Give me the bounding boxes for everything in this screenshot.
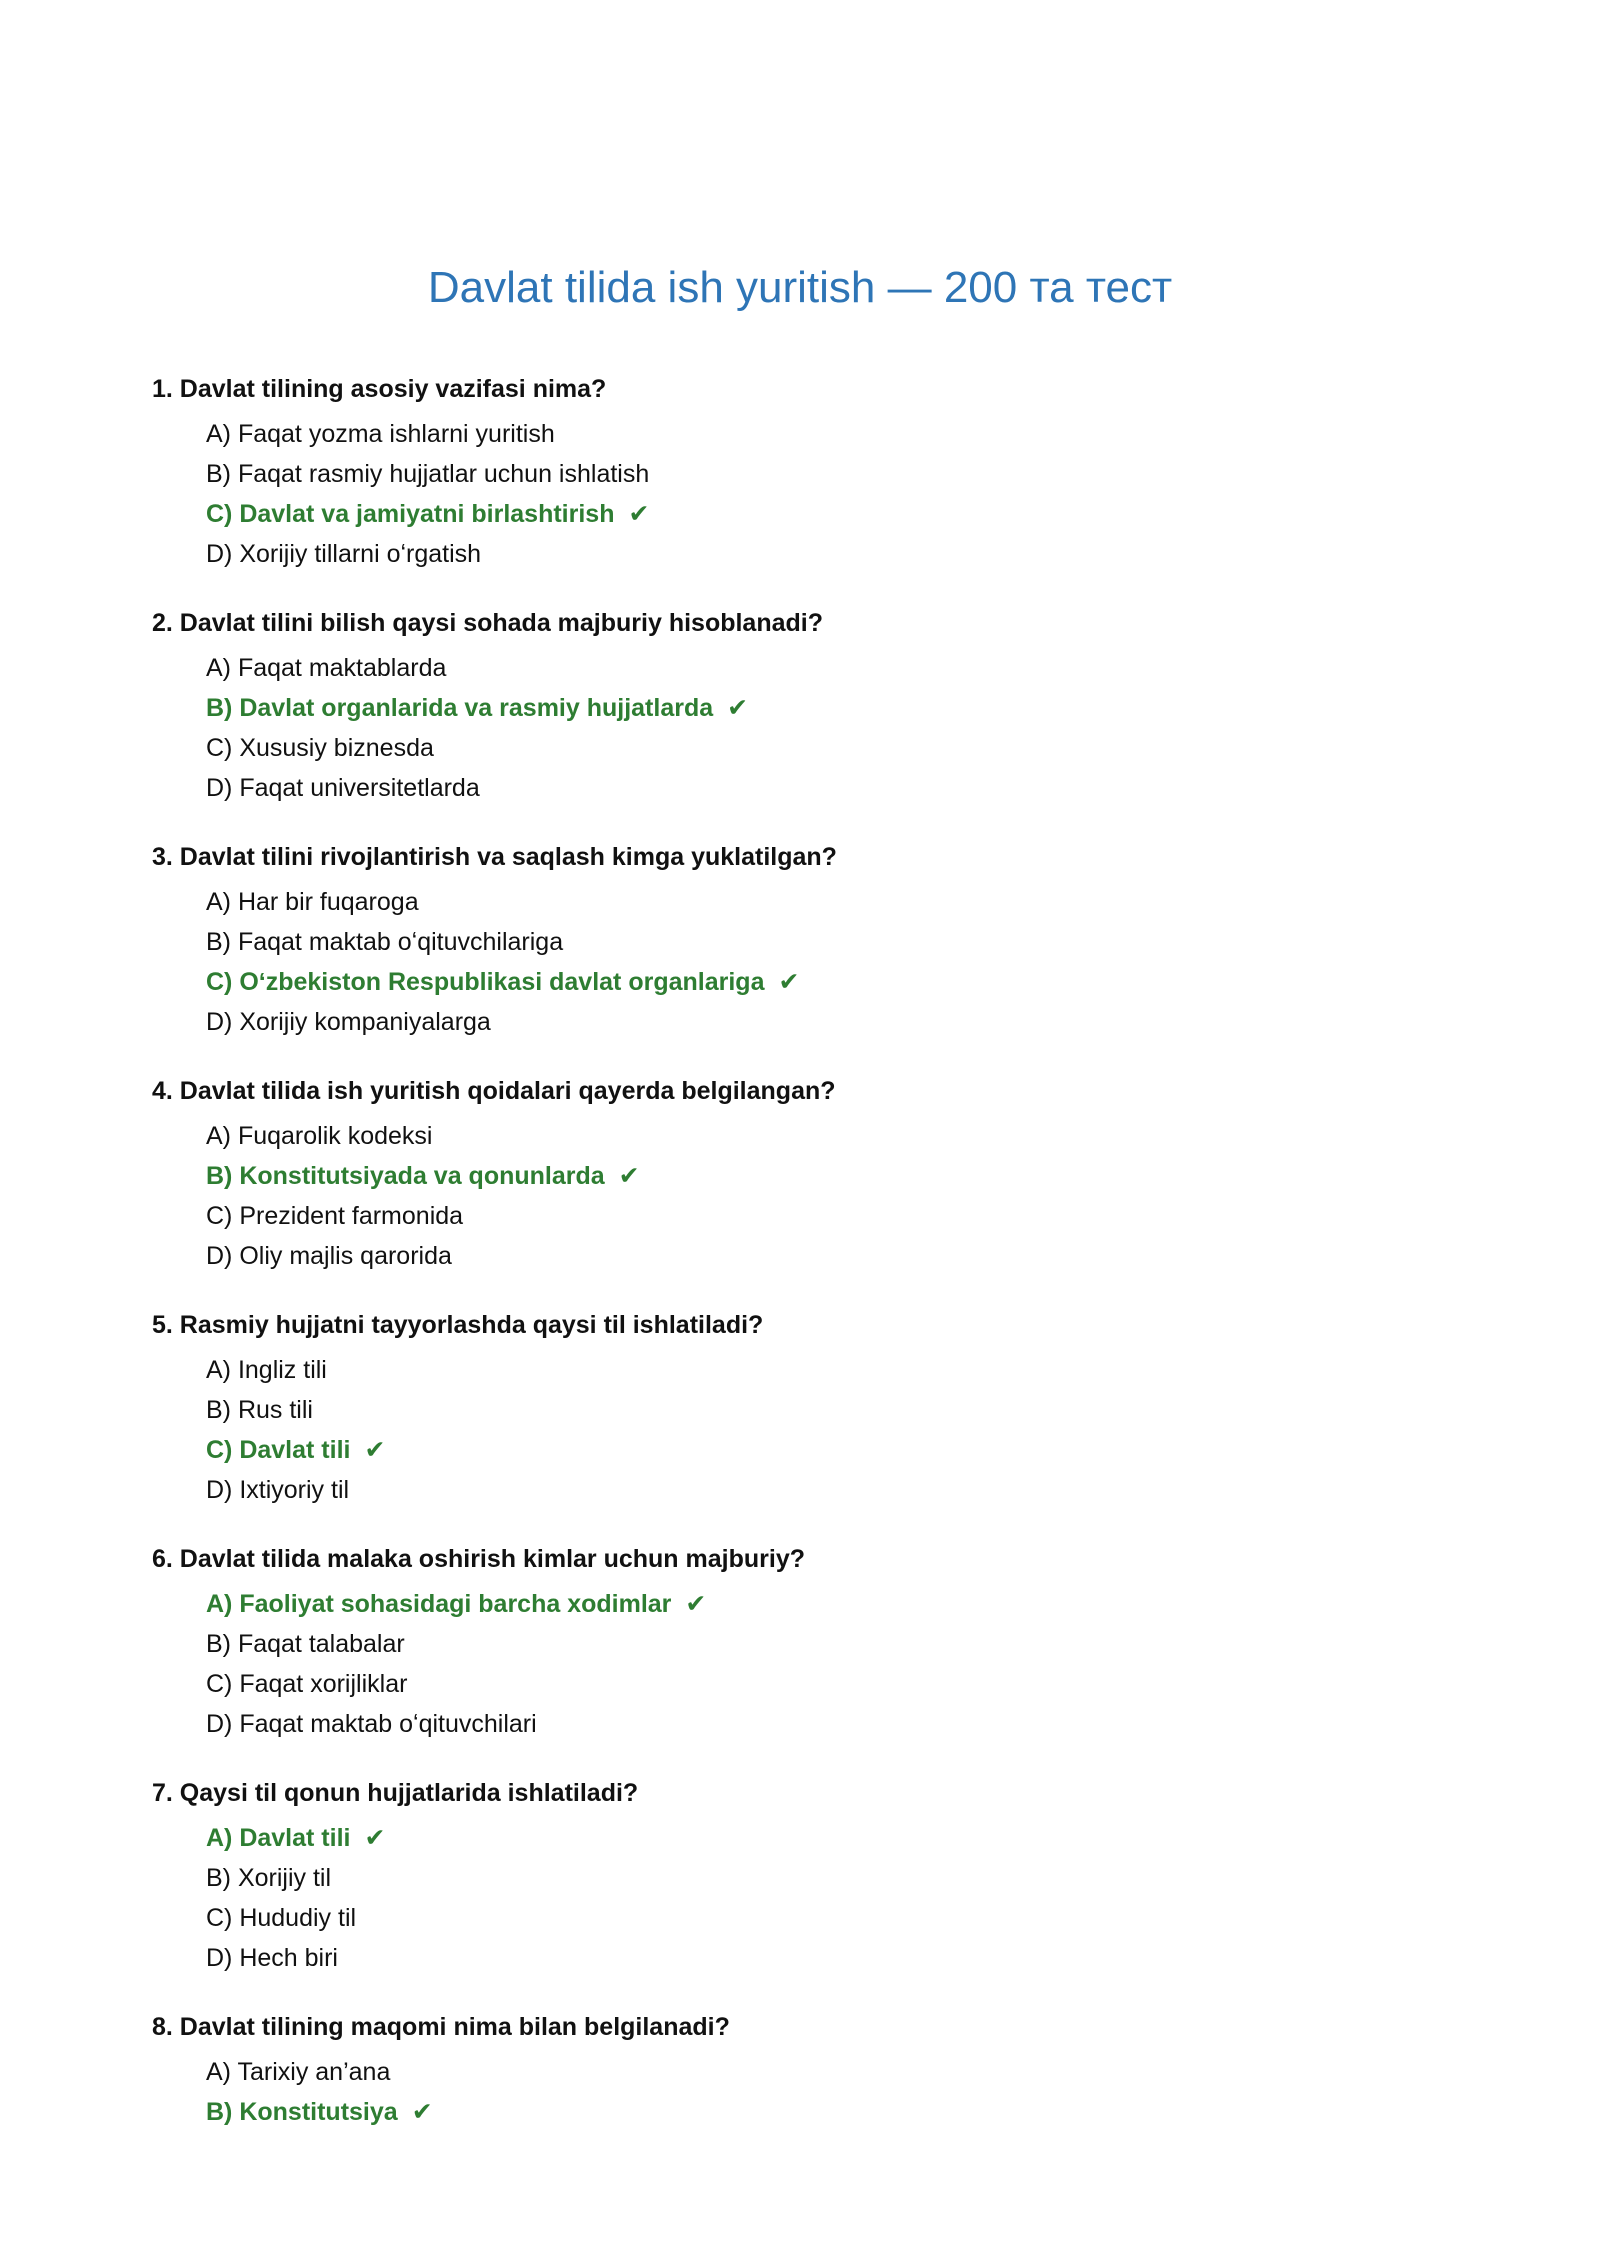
answer-option bbox=[206, 1350, 1452, 1390]
answer-option bbox=[206, 1196, 1452, 1236]
question-block bbox=[152, 370, 1452, 574]
check-icon: ✔ bbox=[364, 1435, 386, 1464]
question-block bbox=[152, 2008, 1452, 2132]
question-text: 6. Davlat tilida malaka oshirish kimlar uchun majburiy? bbox=[152, 1545, 805, 1573]
check-icon: ✔ bbox=[364, 1823, 386, 1852]
option-text: C) Davlat tili bbox=[206, 1436, 351, 1464]
check-icon: ✔ bbox=[778, 967, 800, 996]
answer-option bbox=[206, 882, 1452, 922]
answer-option bbox=[206, 534, 1452, 574]
option-text: A) Fuqarolik kodeksi bbox=[206, 1122, 433, 1150]
option-text: A) Faqat yozma ishlarni yuritish bbox=[206, 420, 555, 448]
question-block bbox=[152, 1540, 1452, 1744]
option-text: A) Davlat tili bbox=[206, 1824, 351, 1852]
correct-answer-option bbox=[206, 494, 1452, 534]
option-text: B) Faqat talabalar bbox=[206, 1630, 405, 1658]
answer-option bbox=[206, 1390, 1452, 1430]
option-text: B) Faqat rasmiy hujjatlar uchun ishlatish bbox=[206, 460, 650, 488]
option-list bbox=[152, 882, 1452, 1042]
answer-option bbox=[206, 1898, 1452, 1938]
option-text: C) Davlat va jamiyatni birlashtirish bbox=[206, 500, 615, 528]
option-text: C) Prezident farmonida bbox=[206, 1202, 464, 1230]
option-text: B) Rus tili bbox=[206, 1396, 313, 1424]
option-list bbox=[152, 414, 1452, 574]
correct-answer-option bbox=[206, 1156, 1452, 1196]
answer-option bbox=[206, 1664, 1452, 1704]
check-icon: ✔ bbox=[618, 1161, 640, 1190]
option-text: D) Xorijiy kompaniyalarga bbox=[206, 1008, 491, 1036]
answer-option bbox=[206, 1470, 1452, 1510]
answer-option bbox=[206, 1116, 1452, 1156]
answer-option bbox=[206, 1938, 1452, 1978]
question-text: 3. Davlat tilini rivojlantirish va saqlash kimga yuklatilgan? bbox=[152, 843, 837, 871]
correct-answer-option bbox=[206, 1818, 1452, 1858]
option-list bbox=[152, 1584, 1452, 1744]
option-text: D) Faqat maktab oʻqituvchilari bbox=[206, 1710, 537, 1738]
question-text: 7. Qaysi til qonun hujjatlarida ishlatiladi? bbox=[152, 1779, 639, 1807]
answer-option bbox=[206, 1236, 1452, 1276]
option-text: A) Har bir fuqaroga bbox=[206, 888, 419, 916]
correct-answer-option bbox=[206, 1584, 1452, 1624]
option-text: C) Hududiy til bbox=[206, 1904, 357, 1932]
question-text: 5. Rasmiy hujjatni tayyorlashda qaysi til ishlatiladi? bbox=[152, 1311, 764, 1339]
option-text: B) Faqat maktab oʻqituvchilariga bbox=[206, 928, 564, 956]
option-list bbox=[152, 648, 1452, 808]
option-text: C) Faqat xorijliklar bbox=[206, 1670, 408, 1698]
option-text: A) Faoliyat sohasidagi barcha xodimlar bbox=[206, 1590, 672, 1618]
option-text: D) Hech biri bbox=[206, 1944, 338, 1972]
answer-option bbox=[206, 768, 1452, 808]
option-text: B) Konstitutsiyada va qonunlarda bbox=[206, 1162, 605, 1190]
question-block bbox=[152, 838, 1452, 1042]
question-list bbox=[152, 370, 1452, 2162]
option-text: B) Davlat organlarida va rasmiy hujjatlarda bbox=[206, 694, 714, 722]
question-block bbox=[152, 1072, 1452, 1276]
option-text: B) Xorijiy til bbox=[206, 1864, 332, 1892]
option-text: C) Oʻzbekiston Respublikasi davlat organlariga bbox=[206, 968, 765, 996]
check-icon: ✔ bbox=[685, 1589, 707, 1618]
answer-option bbox=[206, 1002, 1452, 1042]
option-text: A) Ingliz tili bbox=[206, 1356, 327, 1384]
answer-option bbox=[206, 1704, 1452, 1744]
correct-answer-option bbox=[206, 2092, 1452, 2132]
check-icon: ✔ bbox=[411, 2097, 433, 2126]
option-text: D) Faqat universitetlarda bbox=[206, 774, 480, 802]
option-text: A) Faqat maktablarda bbox=[206, 654, 447, 682]
check-icon: ✔ bbox=[727, 693, 749, 722]
check-icon: ✔ bbox=[628, 499, 650, 528]
answer-option bbox=[206, 922, 1452, 962]
page-title: Davlat tilida ish yuritish — 200 та тест bbox=[427, 263, 1173, 312]
question-text: 1. Davlat tilining asosiy vazifasi nima? bbox=[152, 375, 607, 403]
question-block bbox=[152, 604, 1452, 808]
option-text: C) Xususiy biznesda bbox=[206, 734, 434, 762]
answer-option bbox=[206, 2052, 1452, 2092]
option-list bbox=[152, 1116, 1452, 1276]
answer-option bbox=[206, 728, 1452, 768]
question-block bbox=[152, 1774, 1452, 1978]
option-text: D) Xorijiy tillarni oʻrgatish bbox=[206, 540, 482, 568]
answer-option bbox=[206, 414, 1452, 454]
option-list bbox=[152, 1350, 1452, 1510]
correct-answer-option bbox=[206, 1430, 1452, 1470]
answer-option bbox=[206, 1858, 1452, 1898]
option-text: D) Oliy majlis qarorida bbox=[206, 1242, 452, 1270]
option-list bbox=[152, 1818, 1452, 1978]
correct-answer-option bbox=[206, 962, 1452, 1002]
answer-option bbox=[206, 648, 1452, 688]
answer-option bbox=[206, 1624, 1452, 1664]
option-list bbox=[152, 2052, 1452, 2132]
question-text: 8. Davlat tilining maqomi nima bilan belgilanadi? bbox=[152, 2013, 730, 2041]
question-text: 4. Davlat tilida ish yuritish qoidalari qayerda belgilangan? bbox=[152, 1077, 836, 1105]
correct-answer-option bbox=[206, 688, 1452, 728]
option-text: B) Konstitutsiya bbox=[206, 2098, 398, 2126]
option-text: A) Tarixiy an’ana bbox=[206, 2058, 391, 2086]
question-text: 2. Davlat tilini bilish qaysi sohada majburiy hisoblanadi? bbox=[152, 609, 823, 637]
answer-option bbox=[206, 454, 1452, 494]
option-text: D) Ixtiyoriy til bbox=[206, 1476, 350, 1504]
question-block bbox=[152, 1306, 1452, 1510]
